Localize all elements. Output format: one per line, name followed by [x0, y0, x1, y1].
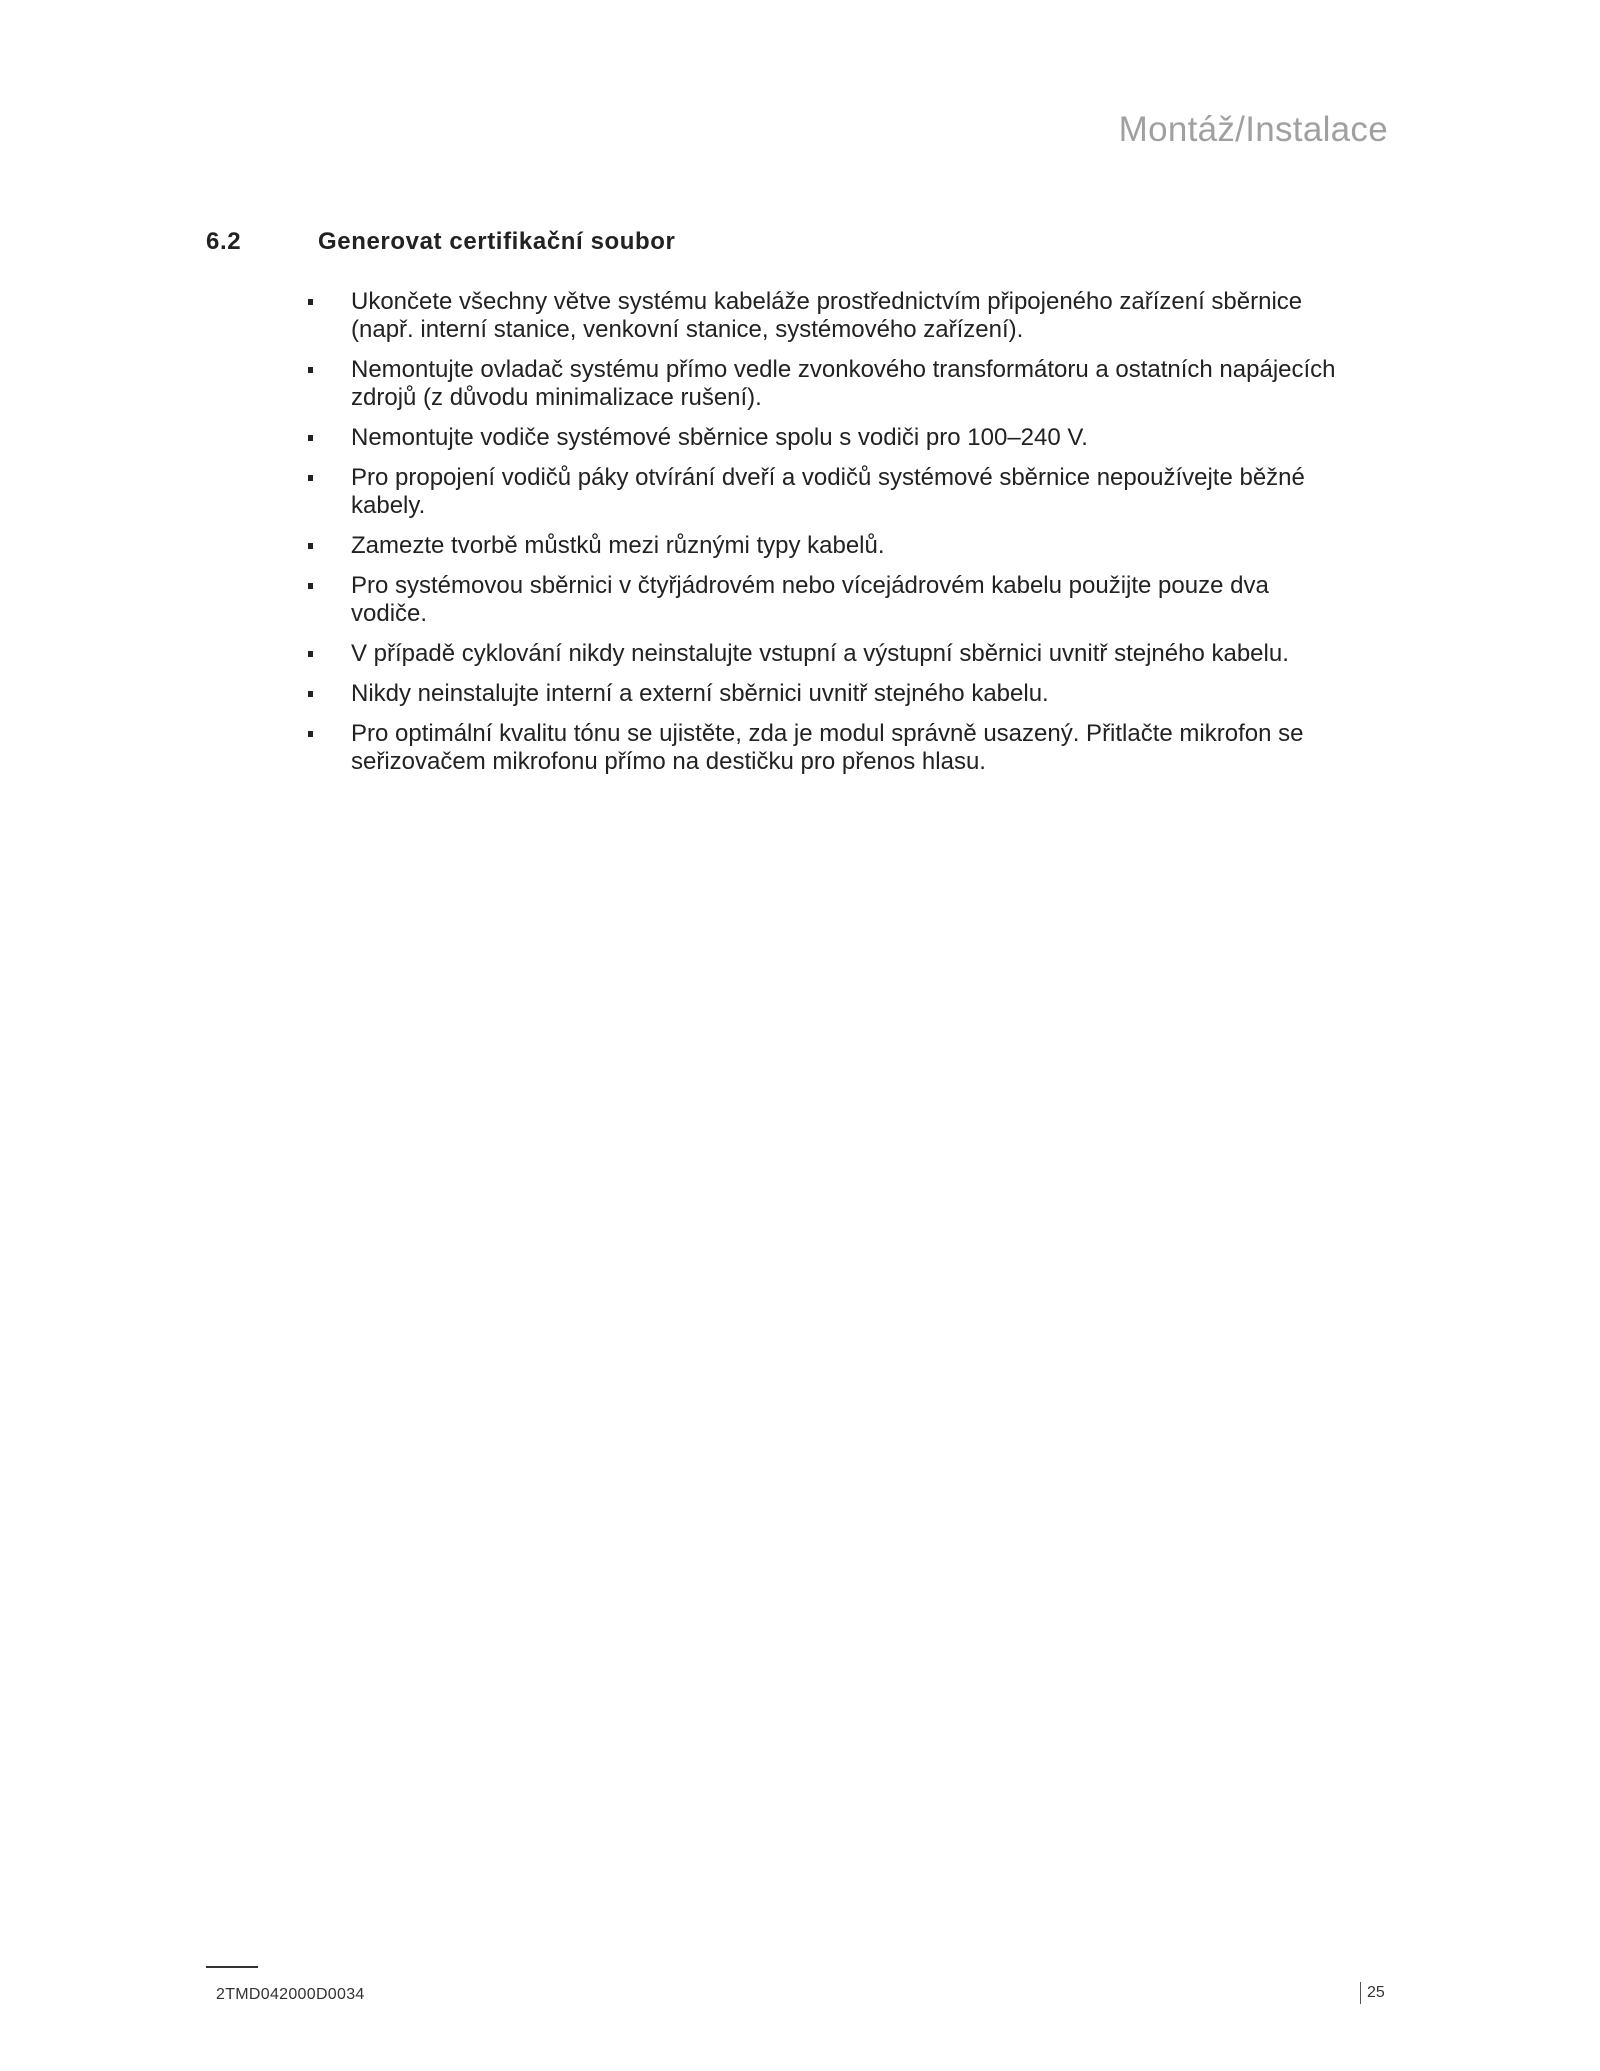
bullet-icon: [308, 435, 313, 441]
section-number: 6.2: [206, 228, 242, 255]
list-item: [306, 680, 1346, 708]
list-item-text: Pro propojení vodičů páky otvírání dveří a vodičů systémové sběrnice nepoužívejte běžné kabely.: [351, 464, 1305, 519]
list-item: [306, 640, 1346, 668]
list-item: [306, 288, 1346, 344]
bullet-icon: [308, 367, 313, 373]
section-title: Generovat certifikační soubor: [318, 228, 676, 255]
bullet-icon: [308, 651, 313, 657]
list-item-text: Nemontujte vodiče systémové sběrnice spolu s vodiči pro 100–240 V.: [351, 424, 1088, 451]
document-id: 2TMD042000D0034: [216, 1986, 365, 2003]
bullet-icon: [308, 475, 313, 481]
page-number-group: [1360, 1981, 1385, 2005]
list-item-text: Nikdy neinstalujte interní a externí sběrnici uvnitř stejného kabelu.: [351, 680, 1049, 707]
list-item-text: Zamezte tvorbě můstků mezi různými typy kabelů.: [351, 532, 885, 559]
list-item-text: Ukončete všechny větve systému kabeláže prostřednictvím připojeného zařízení sběrnice (např. interní stanice, venkovní stanice, systémového zařízení).: [351, 288, 1303, 343]
list-item: [306, 720, 1346, 776]
list-item-text: Nemontujte ovladač systému přímo vedle zvonkového transformátoru a ostatních napájecích zdrojů (z důvodu minimalizace rušení).: [351, 356, 1336, 411]
section-heading: [206, 228, 1356, 256]
list-item: [306, 572, 1346, 628]
running-header: Montáž/Instalace: [1118, 110, 1388, 149]
page-separator: [1360, 1982, 1361, 2004]
footer-rule: [206, 1966, 258, 1968]
list-item: [306, 424, 1346, 452]
list-item-text: V případě cyklování nikdy neinstalujte vstupní a výstupní sběrnici uvnitř stejného kabelu.: [351, 640, 1289, 667]
list-item: [306, 356, 1346, 412]
bullet-list: [306, 288, 1346, 788]
list-item: [306, 532, 1346, 560]
list-item: [306, 464, 1346, 520]
list-item-text: Pro optimální kvalitu tónu se ujistěte, zda je modul správně usazený. Přitlačte mikrofon se seřizovačem mikrofonu přímo na destičku pro přenos hlasu.: [351, 720, 1304, 775]
bullet-icon: [308, 543, 313, 549]
list-item-text: Pro systémovou sběrnici v čtyřjádrovém nebo vícejádrovém kabelu použijte pouze dva vodiče.: [351, 572, 1269, 627]
bullet-icon: [308, 299, 313, 305]
bullet-icon: [308, 583, 313, 589]
bullet-icon: [308, 731, 313, 737]
bullet-icon: [308, 691, 313, 697]
page-number: 25: [1367, 1984, 1385, 2001]
